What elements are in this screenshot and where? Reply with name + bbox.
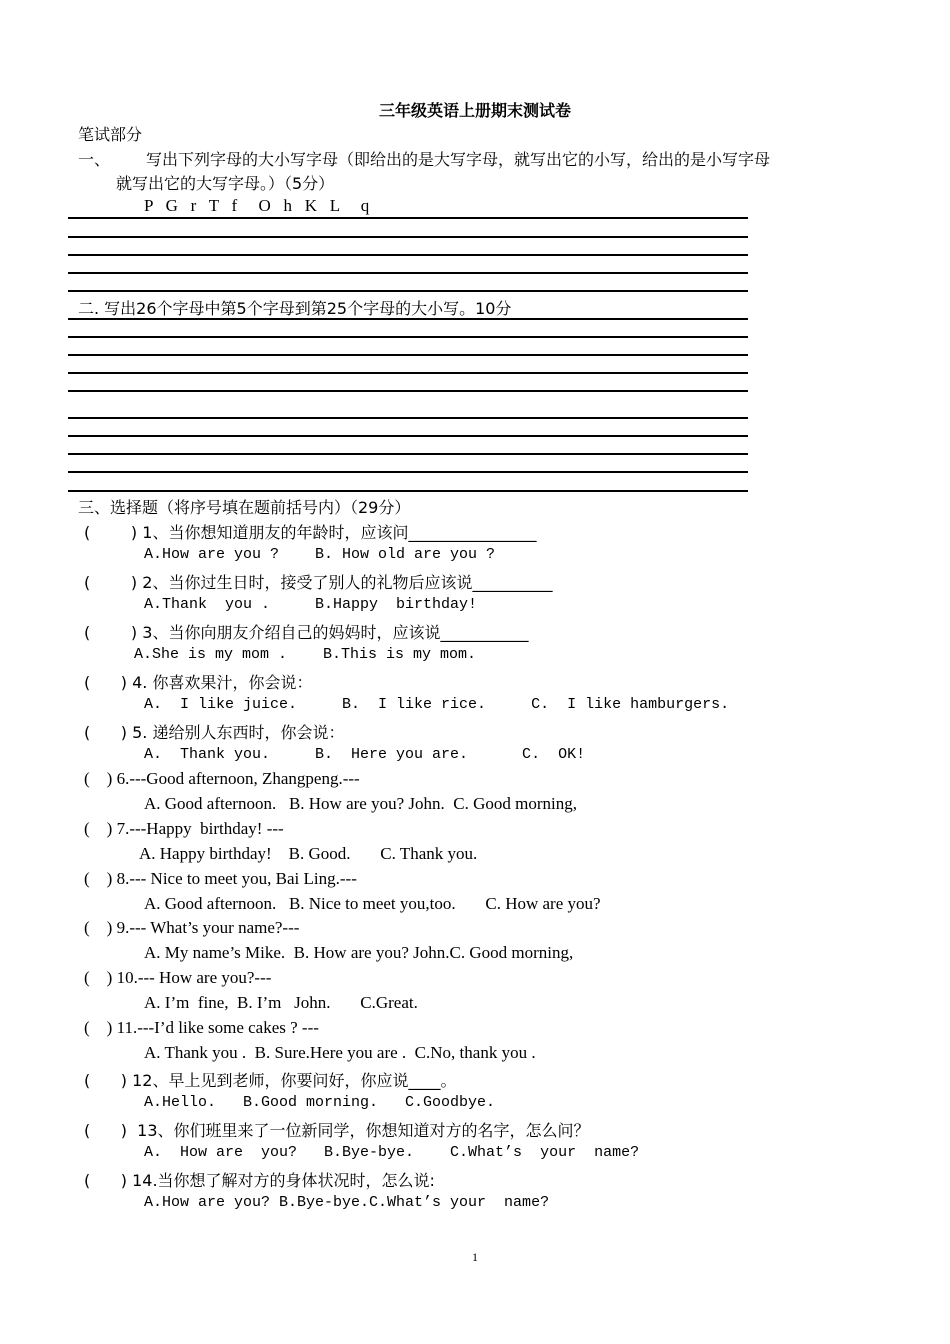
writing-line [68,254,748,256]
q3-item-3-question: ( ) 3、当你向朋友介绍自己的妈妈时，应该说___________ [84,623,529,642]
q3-item-5-question: ( ) 5. 递给别人东西时，你会说： [84,723,345,742]
section-written-label: 笔试部分 [78,125,143,144]
q3-item-8-question: ( ) 8.--- Nice to meet you, Bai Ling.--- [84,869,357,888]
q3-item-12-question: ( ) 12、早上见到老师，你要问好，你应说____。 [84,1071,457,1090]
q3-item-8-options: A. Good afternoon. B. Nice to meet you,too. C. How are you? [144,894,601,913]
q3-item-1-options: A.How are you ? B. How old are you ? [144,546,496,563]
q3-item-13-options: A. How are you? B.Bye-bye. C.What’s your name? [144,1144,640,1161]
q1-instruction-line1: 写出下列字母的大小写字母（即给出的是大写字母，就写出它的小写，给出的是小写字母 [146,150,771,169]
page-title: 三年级英语上册期末测试卷 [378,101,571,120]
writing-line [68,354,748,356]
writing-line [68,471,748,473]
q3-item-12-options: A.Hello. B.Good morning. C.Goodbye. [144,1094,496,1111]
q3-item-14-question: ( ) 14.当你想了解对方的身体状况时，怎么说: [84,1171,435,1190]
q1-number: 一、 [78,150,111,169]
q1-instruction-line2: 就写出它的大写字母。）（5分） [116,174,335,193]
q3-item-11-question: ( ) 11.---I’d like some cakes ? --- [84,1018,319,1037]
writing-line [68,290,748,292]
q3-item-13-question: ( ) 13、你们班里来了一位新同学，你想知道对方的名字，怎么问？ [84,1121,590,1140]
q3-item-2-question: ( ) 2、当你过生日时，接受了别人的礼物后应该说__________ [84,573,553,592]
q1-letters: P G r T f O h K L q [144,196,370,215]
writing-line [68,417,748,419]
q3-item-9-question: ( ) 9.--- What’s your name?--- [84,918,300,937]
writing-line [68,390,748,392]
q3-item-7-question: ( ) 7.---Happy birthday! --- [84,819,284,838]
q3-item-1-question: ( ) 1、当你想知道朋友的年龄时，应该问________________ [84,523,537,542]
q3-item-6-question: ( ) 6.---Good afternoon, Zhangpeng.--- [84,769,360,788]
q2-instruction: 二. 写出26个字母中第5个字母到第25个字母的大小写。10分 [78,299,512,318]
q3-item-9-options: A. My name’s Mike. B. How are you? John.C. Good morning, [144,943,574,962]
q3-item-10-options: A. I’m fine, B. I’m John. C.Great. [144,993,418,1012]
writing-line [68,435,748,437]
writing-line [68,490,748,492]
writing-line [68,453,748,455]
q3-item-2-options: A.Thank you . B.Happy birthday! [144,596,478,613]
q3-item-11-options: A. Thank you . B. Sure.Here you are . C.No, thank you . [144,1043,536,1062]
q3-item-14-options: A.How are you? B.Bye-bye.C.What’s your name? [144,1194,550,1211]
q3-item-4-question: ( ) 4. 你喜欢果汁，你会说： [84,673,313,692]
q3-item-10-question: ( ) 10.--- How are you?--- [84,968,272,987]
q3-instruction: 三、选择题（将序号填在题前括号内）（29分） [78,498,411,517]
q3-item-4-options: A. I like juice. B. I like rice. C. I like hamburgers. [144,696,730,713]
writing-line [68,236,748,238]
writing-line [68,372,748,374]
page-number: 1 [472,1250,478,1264]
writing-line [68,272,748,274]
writing-line [68,336,748,338]
q3-item-7-options: A. Happy birthday! B. Good. C. Thank you. [139,844,478,863]
q3-item-6-options: A. Good afternoon. B. How are you? John. C. Good morning, [144,794,577,813]
writing-line [68,217,748,219]
q3-item-5-options: A. Thank you. B. Here you are. C. OK! [144,746,586,763]
q3-item-3-options: A.She is my mom . B.This is my mom. [134,646,477,663]
writing-line [68,318,748,320]
